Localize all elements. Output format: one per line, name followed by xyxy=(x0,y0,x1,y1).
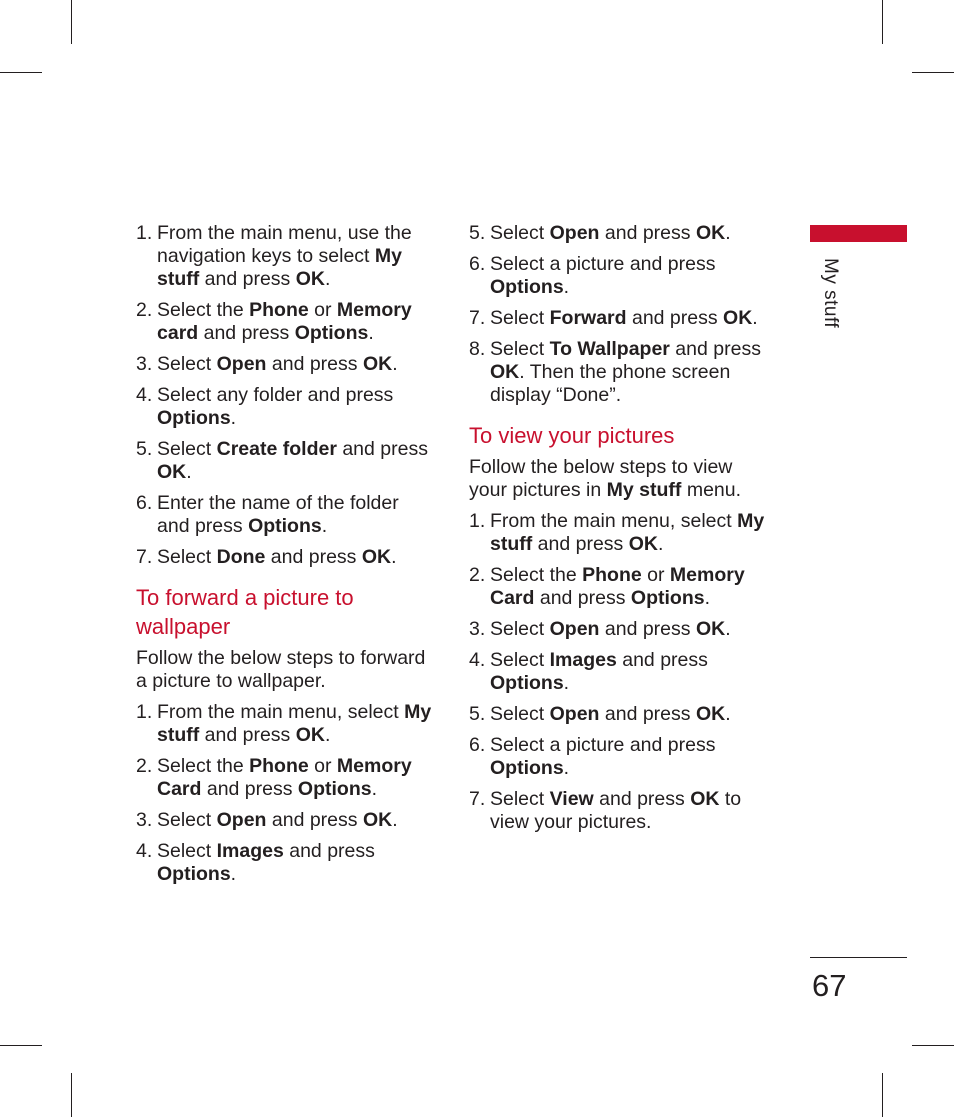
list-item xyxy=(136,840,436,886)
list-item xyxy=(469,564,769,610)
emphasis-term: Memory Card xyxy=(490,564,745,609)
text-run: Enter the name of the folder and press xyxy=(157,492,399,537)
list-item xyxy=(136,492,436,538)
text-run: and press xyxy=(266,809,363,831)
emphasis-term: My stuff xyxy=(157,701,432,746)
emphasis-term: Phone xyxy=(582,564,642,586)
text-run: . xyxy=(230,407,237,429)
left-column xyxy=(136,222,436,894)
list-item xyxy=(469,307,769,330)
text-run: . xyxy=(324,724,331,746)
emphasis-term: OK xyxy=(362,809,393,831)
text-run: Select the xyxy=(490,564,583,586)
text-run: Select xyxy=(157,546,217,568)
emphasis-term: Open xyxy=(549,703,600,725)
text-run: . xyxy=(392,353,398,375)
text-run: and press xyxy=(336,438,428,460)
emphasis-term: My stuff xyxy=(490,510,765,555)
text-run: Select a picture and press xyxy=(490,253,716,275)
emphasis-term: My stuff xyxy=(157,245,402,290)
emphasis-term: To Wallpaper xyxy=(549,338,670,360)
text-run: Select xyxy=(490,618,550,640)
emphasis-term: OK xyxy=(295,724,325,746)
emphasis-term: OK xyxy=(695,222,726,244)
text-run: Select xyxy=(157,809,217,831)
crop-mark xyxy=(882,0,883,44)
page-number: 67 xyxy=(812,968,847,1003)
text-run: . xyxy=(563,672,570,694)
text-run: or xyxy=(641,564,670,586)
step-number: 6. xyxy=(136,492,153,514)
text-run: or xyxy=(308,299,337,321)
emphasis-term: Images xyxy=(549,649,617,671)
emphasis-term: OK xyxy=(695,618,726,640)
list-item xyxy=(469,253,769,299)
emphasis-term: Open xyxy=(549,618,600,640)
emphasis-term: OK xyxy=(690,788,720,810)
heading-view-pictures: To view your pictures xyxy=(469,423,675,448)
emphasis-term: OK xyxy=(723,307,753,329)
text-run: Follow the below steps to view your pictures in xyxy=(469,456,733,501)
list-item xyxy=(469,649,769,695)
emphasis-term: OK xyxy=(295,268,325,290)
right-column xyxy=(469,222,769,842)
text-run: . xyxy=(752,307,758,329)
list-item xyxy=(469,734,769,780)
step-number: 1. xyxy=(469,510,486,532)
text-run: Select xyxy=(490,788,550,810)
section-tab-bar xyxy=(810,225,907,242)
emphasis-term: Options xyxy=(248,515,322,537)
text-run: and press xyxy=(534,587,631,609)
text-run: Select xyxy=(490,649,550,671)
text-run: and press xyxy=(266,353,363,375)
list-item xyxy=(136,755,436,801)
text-run: . xyxy=(230,863,237,885)
text-run: Select xyxy=(157,353,217,375)
emphasis-term: Options xyxy=(157,407,231,429)
list-item xyxy=(469,510,769,556)
text-run: . Then the phone screen display “Done”. xyxy=(490,361,731,406)
emphasis-term: Options xyxy=(157,863,231,885)
list-item xyxy=(469,222,769,245)
emphasis-term: Images xyxy=(216,840,284,862)
text-run: . xyxy=(704,587,711,609)
emphasis-term: Open xyxy=(216,809,267,831)
list-item xyxy=(469,703,769,726)
folder-steps-list xyxy=(136,222,436,569)
crop-mark xyxy=(882,1073,883,1117)
text-run: . xyxy=(391,546,397,568)
step-number: 4. xyxy=(469,649,486,671)
step-number: 7. xyxy=(136,546,153,568)
text-run: and press xyxy=(283,840,375,862)
emphasis-term: Open xyxy=(549,222,600,244)
emphasis-term: OK xyxy=(361,546,392,568)
step-number: 2. xyxy=(136,755,153,777)
emphasis-term: OK xyxy=(490,361,520,383)
step-number: 1. xyxy=(136,222,153,244)
step-number: 4. xyxy=(136,384,153,406)
section-side-label: My stuff xyxy=(820,258,841,329)
emphasis-term: Memory Card xyxy=(157,755,412,800)
list-item xyxy=(136,299,436,345)
text-run: Select a picture and press xyxy=(490,734,716,756)
step-number: 5. xyxy=(469,222,486,244)
text-run: and press xyxy=(532,533,629,555)
text-run: . xyxy=(725,222,731,244)
text-run: Select xyxy=(490,338,550,360)
crop-mark xyxy=(912,1045,954,1046)
emphasis-term: Forward xyxy=(549,307,627,329)
text-run: . xyxy=(563,757,570,779)
text-run: Select the xyxy=(157,755,250,777)
step-number: 6. xyxy=(469,734,486,756)
emphasis-term: View xyxy=(549,788,594,810)
text-run: and press xyxy=(198,322,295,344)
text-run: and press xyxy=(626,307,724,329)
list-item xyxy=(136,353,436,376)
text-run: . xyxy=(371,778,378,800)
text-run: . xyxy=(324,268,331,290)
emphasis-term: OK xyxy=(628,533,658,555)
step-number: 5. xyxy=(469,703,486,725)
text-run: Select the xyxy=(157,299,250,321)
emphasis-term: Options xyxy=(490,276,564,298)
view-steps-list xyxy=(469,510,769,834)
text-run: Select xyxy=(490,703,550,725)
list-item xyxy=(469,618,769,641)
text-run: From the main menu, select xyxy=(490,510,738,532)
step-number: 2. xyxy=(136,299,153,321)
emphasis-term: Options xyxy=(630,587,705,609)
emphasis-term: Options xyxy=(490,757,564,779)
text-run: Select xyxy=(157,438,217,460)
text-run: and press xyxy=(669,338,761,360)
text-run: Select xyxy=(157,840,217,862)
step-number: 4. xyxy=(136,840,153,862)
text-run: . xyxy=(186,461,192,483)
crop-mark xyxy=(0,1045,42,1046)
emphasis-term: Options xyxy=(294,322,369,344)
step-number: 7. xyxy=(469,307,486,329)
text-run: . xyxy=(368,322,374,344)
text-run: From the main menu, select xyxy=(157,701,405,723)
step-number: 8. xyxy=(469,338,486,360)
list-item xyxy=(136,701,436,747)
emphasis-term: Create folder xyxy=(216,438,337,460)
text-run: Select any folder and press xyxy=(157,384,394,406)
emphasis-term: OK xyxy=(362,353,393,375)
step-number: 1. xyxy=(136,701,153,723)
emphasis-term: Memory card xyxy=(157,299,412,344)
list-item xyxy=(136,809,436,832)
text-run: Select xyxy=(490,222,550,244)
text-run: to view your pictures. xyxy=(490,788,742,833)
list-item xyxy=(136,438,436,484)
list-item xyxy=(136,384,436,430)
step-number: 2. xyxy=(469,564,486,586)
list-item xyxy=(469,788,769,834)
text-run: . xyxy=(657,533,664,555)
text-run: and press xyxy=(265,546,362,568)
step-number: 5. xyxy=(136,438,153,460)
intro-view-pictures xyxy=(469,456,769,502)
text-run: and press xyxy=(201,778,298,800)
text-run: From the main menu, use the navigation keys to select xyxy=(157,222,412,267)
emphasis-term: Phone xyxy=(249,755,309,777)
crop-mark xyxy=(71,1073,72,1117)
crop-mark xyxy=(0,72,42,73)
text-run: . xyxy=(321,515,328,537)
step-number: 3. xyxy=(136,809,153,831)
text-run: . xyxy=(563,276,570,298)
emphasis-term: Options xyxy=(297,778,372,800)
emphasis-term: OK xyxy=(157,461,187,483)
emphasis-term: Options xyxy=(490,672,564,694)
step-number: 7. xyxy=(469,788,486,810)
text-run: and press xyxy=(199,268,296,290)
intro-forward-to-wallpaper: Follow the below steps to forward a picture to wallpaper. xyxy=(136,647,426,692)
emphasis-term: Open xyxy=(216,353,267,375)
list-item xyxy=(136,546,436,569)
step-number: 3. xyxy=(136,353,153,375)
crop-mark xyxy=(71,0,72,44)
crop-mark xyxy=(912,72,954,73)
text-run: Select xyxy=(490,307,550,329)
list-item xyxy=(136,222,436,291)
text-run: . xyxy=(725,703,731,725)
text-run: and press xyxy=(199,724,296,746)
text-run: menu. xyxy=(681,479,742,501)
text-run: and press xyxy=(616,649,708,671)
wallpaper-steps-list xyxy=(136,701,436,886)
heading-forward-to-wallpaper: To forward a picture to wallpaper xyxy=(136,585,354,639)
wallpaper-steps-list-continued xyxy=(469,222,769,407)
text-run: . xyxy=(725,618,731,640)
emphasis-term: OK xyxy=(695,703,726,725)
text-run: . xyxy=(392,809,398,831)
emphasis-term: My stuff xyxy=(606,479,682,501)
step-number: 6. xyxy=(469,253,486,275)
text-run: and press xyxy=(593,788,691,810)
emphasis-term: Phone xyxy=(249,299,309,321)
text-run: and press xyxy=(599,618,696,640)
text-run: or xyxy=(308,755,337,777)
page-number-rule xyxy=(810,957,907,958)
text-run: and press xyxy=(599,703,696,725)
list-item xyxy=(469,338,769,407)
emphasis-term: Done xyxy=(216,546,266,568)
step-number: 3. xyxy=(469,618,486,640)
text-run: and press xyxy=(599,222,696,244)
